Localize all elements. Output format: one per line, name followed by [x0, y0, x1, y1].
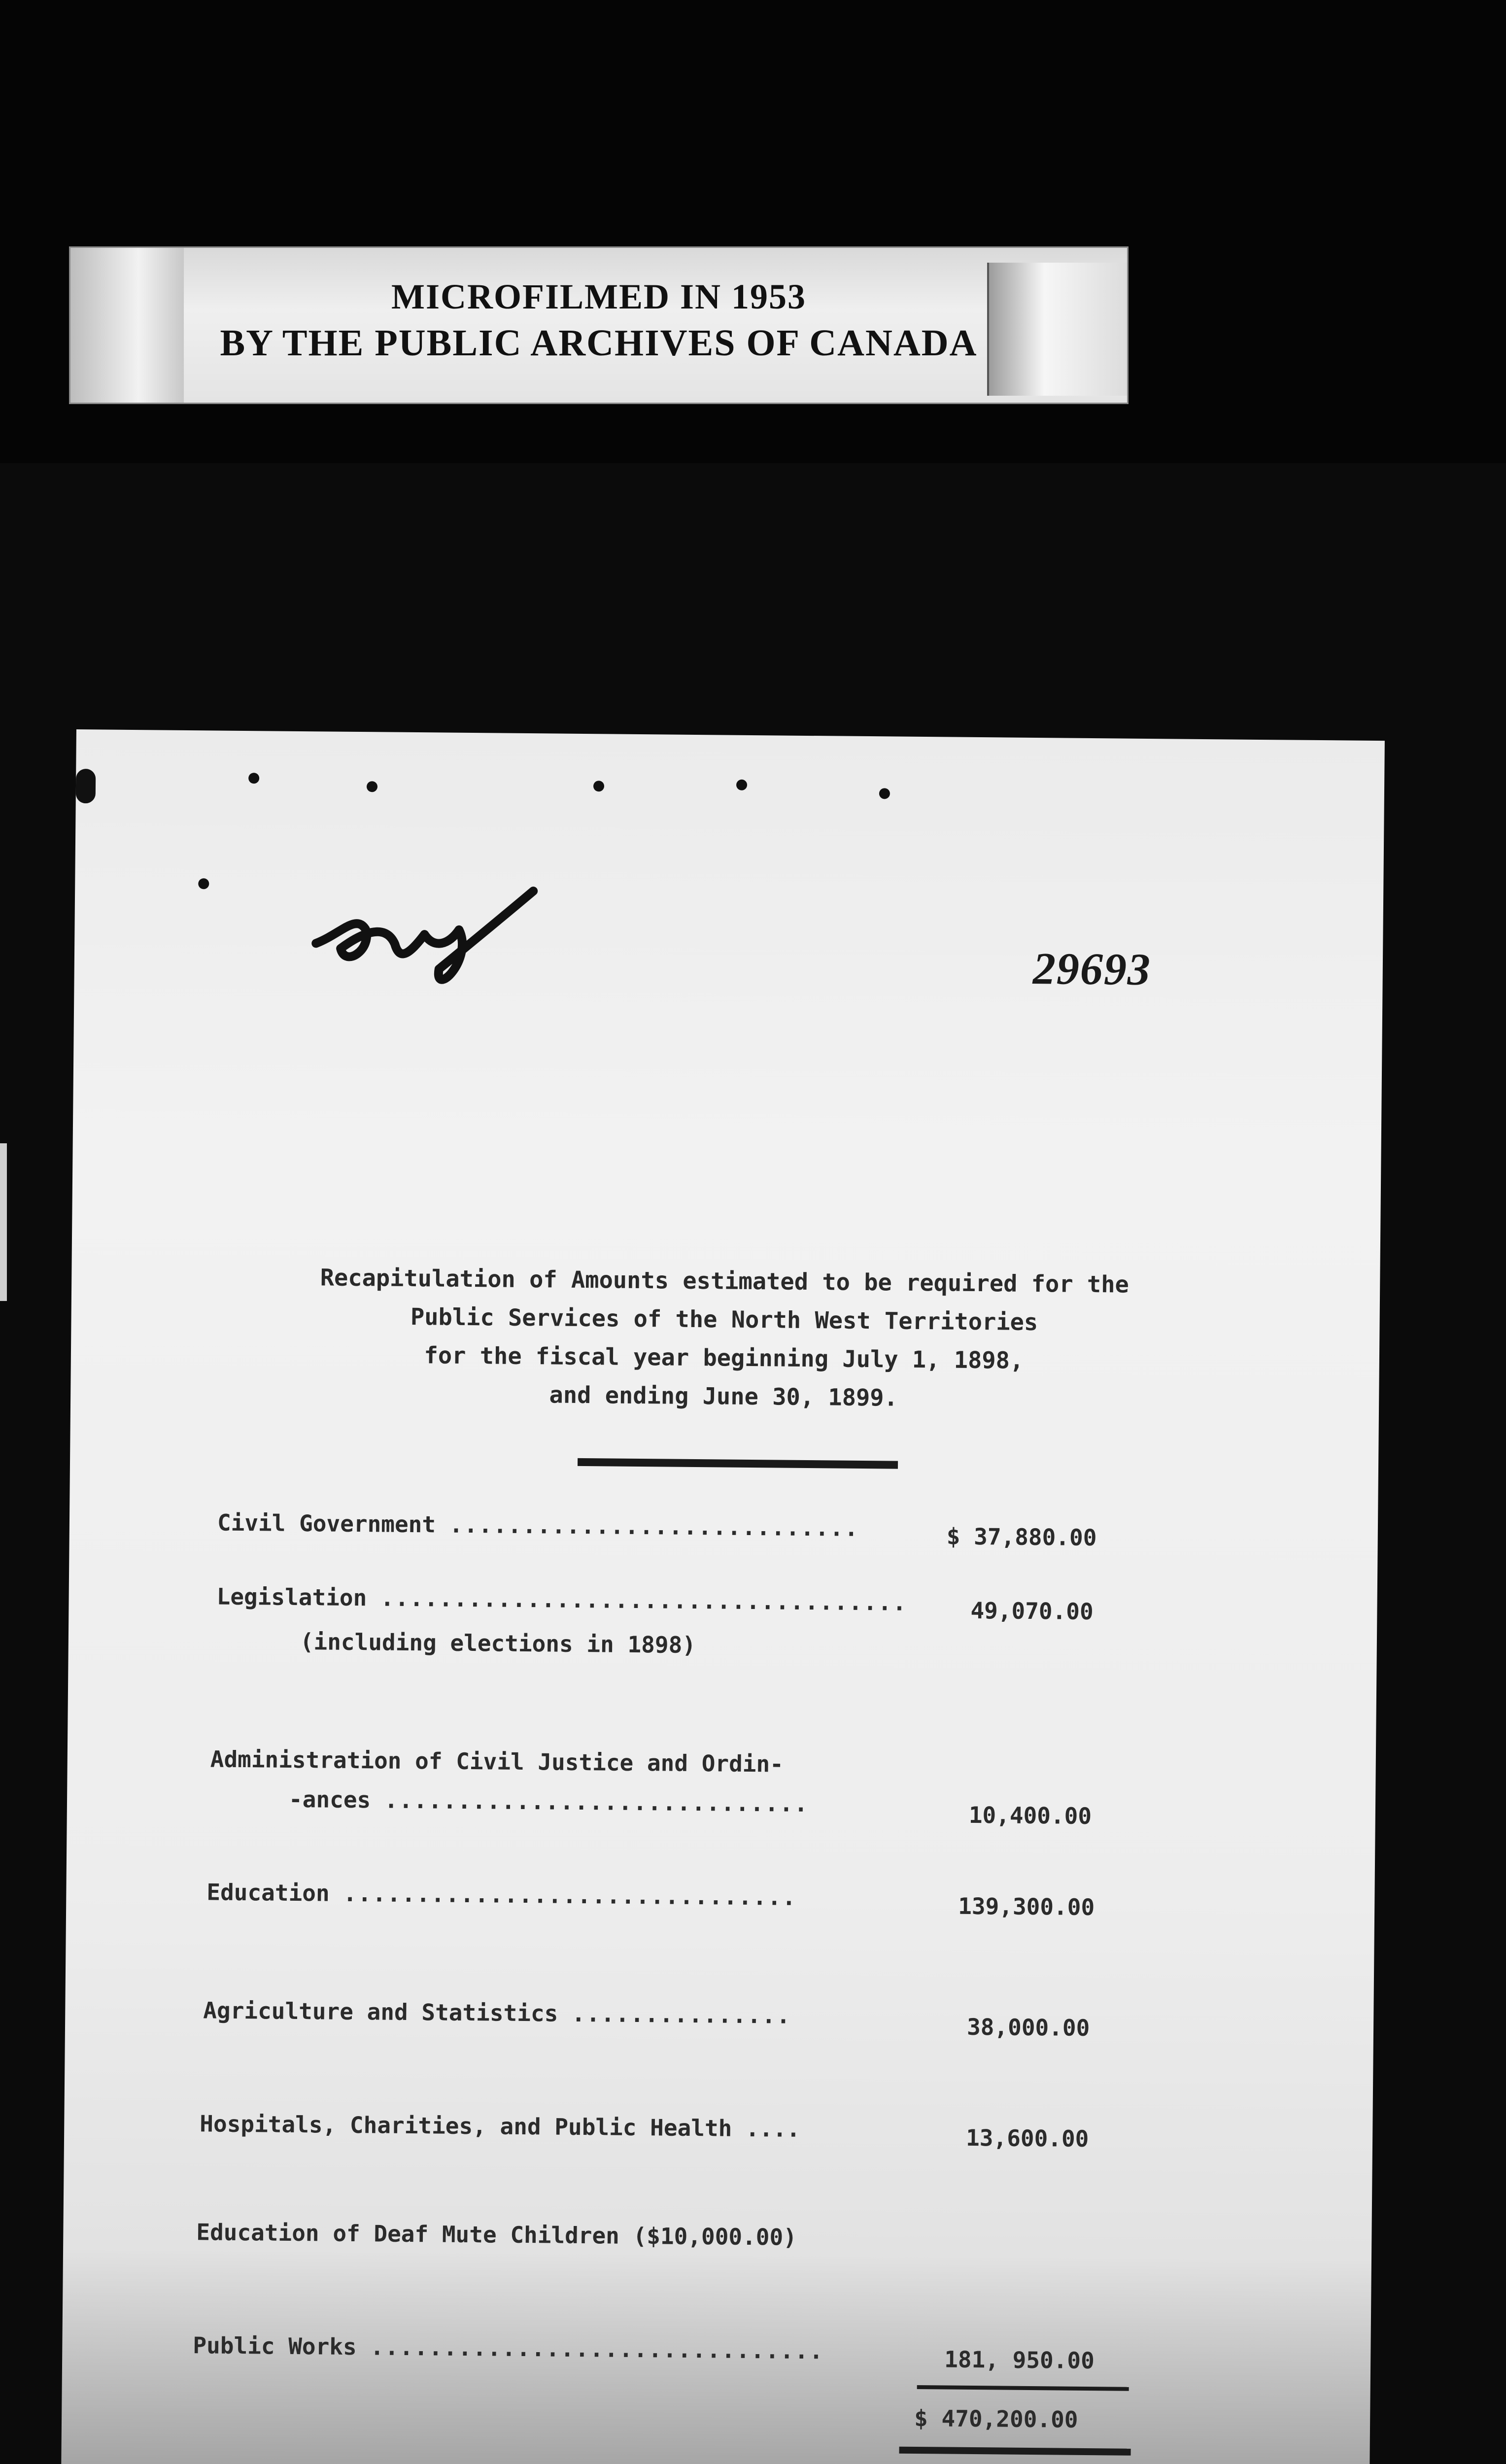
entry-row [196, 2219, 797, 2251]
film-edge-strip [0, 1143, 7, 1301]
leader-dots: ............... [571, 2000, 791, 2029]
punch-hole [879, 788, 890, 799]
entry-label: Agriculture and Statistics [203, 1997, 558, 2027]
total-amount: $ 470,200.00 [914, 2404, 1078, 2433]
handwritten-initials [310, 874, 617, 1005]
entry-label: Administration of Civil Justice and Ordin- [210, 1745, 784, 1778]
punch-hole [593, 781, 604, 791]
document-title [144, 1257, 1304, 1421]
entry-row [289, 1786, 809, 1817]
leader-dots: ............................... [370, 2333, 824, 2364]
entry-row [200, 2110, 800, 2142]
entry-amount: $ 37,880.00 [946, 1523, 1097, 1551]
entry-label: Public Works [193, 2332, 357, 2361]
title-underline [578, 1458, 898, 1469]
total-double-rule [899, 2447, 1131, 2456]
leader-dots: ............................... [343, 1880, 797, 1911]
punch-hole [248, 773, 259, 784]
entry-label: Education [206, 1879, 330, 1907]
title-line: Recapitulation of Amounts estimated to be required for the [320, 1264, 1130, 1299]
punch-hole [198, 878, 209, 889]
document-sheet [58, 729, 1385, 2464]
entry-row [193, 2332, 824, 2364]
leader-dots: ............................. [384, 1786, 809, 1817]
entry-amount: 10,400.00 [968, 1801, 1092, 1830]
punch-hole [76, 769, 96, 803]
entry-amount: 49,070.00 [970, 1597, 1094, 1625]
entry-amount: 181, 950.00 [944, 2346, 1095, 2374]
entry-row [216, 1583, 907, 1616]
microfilm-label [69, 246, 1129, 404]
entry-row [217, 1509, 859, 1541]
punch-hole [736, 780, 747, 790]
entry-label: Legislation [216, 1583, 367, 1611]
title-line: Public Services of the North West Territories [410, 1303, 1038, 1336]
entry-label: Civil Government [217, 1509, 436, 1538]
entry-amount: 139,300.00 [958, 1892, 1095, 1921]
entry-amount: 38,000.00 [966, 2013, 1090, 2042]
entry-row [210, 1745, 784, 1777]
entry-row [206, 1879, 797, 1910]
title-line: for the fiscal year beginning July 1, 1898, [424, 1342, 1024, 1374]
punch-hole [367, 781, 377, 792]
leader-dots: ............................ [449, 1511, 859, 1541]
entry-row [300, 1628, 696, 1658]
entry-label: (including elections in 1898) [300, 1628, 696, 1659]
title-line: and ending June 30, 1899. [549, 1381, 898, 1412]
label-line-1: MICROFILMED IN 1953 [391, 277, 806, 316]
entry-label: -ances [288, 1785, 371, 1814]
document-number: 29693 [1032, 943, 1152, 995]
entry-row [203, 1997, 791, 2028]
entry-label: Education of Deaf Mute Children ($10,000.00) [196, 2219, 797, 2251]
entry-label: Hospitals, Charities, and Public Health .... [200, 2110, 801, 2142]
leader-dots: .................................... [380, 1584, 908, 1616]
label-line-2: BY THE PUBLIC ARCHIVES OF CANADA [220, 322, 978, 364]
entry-amount: 13,600.00 [965, 2124, 1089, 2153]
sum-rule [917, 2385, 1129, 2391]
